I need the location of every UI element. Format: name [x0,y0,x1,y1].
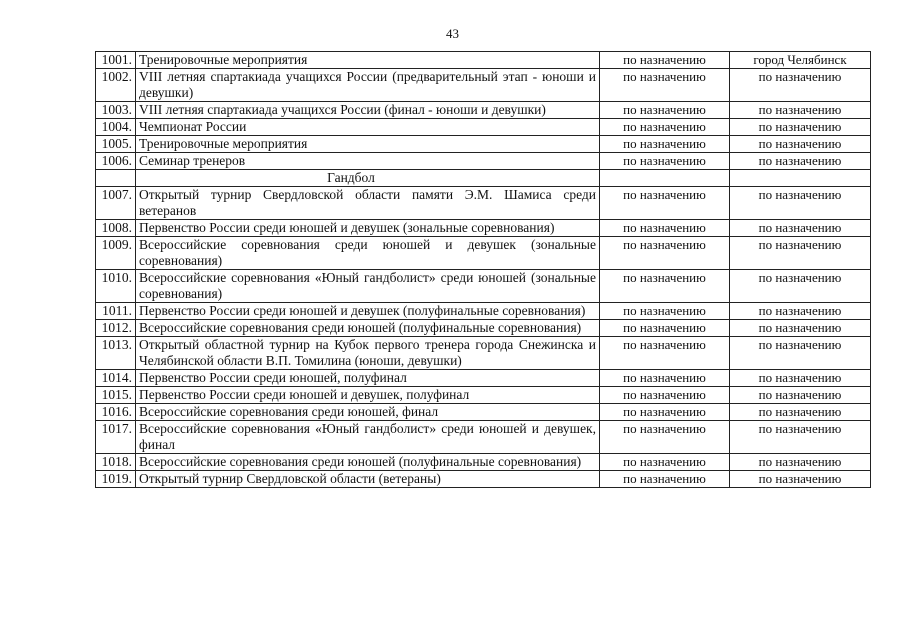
event-city: по назначению [730,337,871,370]
event-name: VIII летняя спартакиада учащихся России (финал - юноши и девушки) [136,102,600,119]
event-city: по назначению [730,237,871,270]
event-number: 1001. [96,52,136,69]
event-name: Всероссийские соревнования среди юношей (полуфинальные соревнования) [136,320,600,337]
event-number: 1007. [96,187,136,220]
event-name: VIII летняя спартакиада учащихся России (предварительный этап - юноши и девушки) [136,69,600,102]
event-city: по назначению [730,153,871,170]
event-place: по назначению [600,320,730,337]
event-name: Открытый турнир Свердловской области (ветераны) [136,471,600,488]
table-row [96,421,871,454]
event-city: по назначению [730,187,871,220]
table-row [96,454,871,471]
section-number-cell [96,170,136,187]
event-name: Чемпионат России [136,119,600,136]
table-row [96,52,871,69]
event-number: 1012. [96,320,136,337]
table-row [96,270,871,303]
event-name: Всероссийские соревнования среди юношей, финал [136,404,600,421]
event-place: по назначению [600,153,730,170]
event-city: по назначению [730,454,871,471]
event-place: по назначению [600,471,730,488]
event-city: по назначению [730,119,871,136]
event-number: 1005. [96,136,136,153]
event-name: Всероссийские соревнования среди юношей (полуфинальные соревнования) [136,454,600,471]
event-number: 1010. [96,270,136,303]
table-row [96,387,871,404]
event-number: 1016. [96,404,136,421]
event-city: по назначению [730,320,871,337]
event-city: по назначению [730,370,871,387]
event-number: 1008. [96,220,136,237]
event-place: по назначению [600,220,730,237]
event-number: 1013. [96,337,136,370]
event-number: 1017. [96,421,136,454]
event-number: 1014. [96,370,136,387]
table-row [96,119,871,136]
event-city: по назначению [730,421,871,454]
event-place: по назначению [600,69,730,102]
event-city: по назначению [730,303,871,320]
table-row [96,471,871,488]
table-row [96,320,871,337]
event-place: по назначению [600,102,730,119]
event-place: по назначению [600,187,730,220]
table-row [96,337,871,370]
event-city: по назначению [730,387,871,404]
event-city: по назначению [730,69,871,102]
event-city: по назначению [730,136,871,153]
section-title-cell [136,170,600,187]
event-place: по назначению [600,136,730,153]
section-city-cell [730,170,871,187]
event-name: Тренировочные мероприятия [136,52,600,69]
event-number: 1018. [96,454,136,471]
event-name: Всероссийские соревнования «Юный гандболист» среди юношей (зональные соревнования) [136,270,600,303]
event-place: по назначению [600,387,730,404]
event-place: по назначению [600,270,730,303]
section-place-cell [600,170,730,187]
event-number: 1011. [96,303,136,320]
table-row [96,153,871,170]
event-name: Первенство России среди юношей и девушек (полуфинальные соревнования) [136,303,600,320]
event-name: Всероссийские соревнования среди юношей и девушек (зональные соревнования) [136,237,600,270]
event-place: по назначению [600,52,730,69]
table-row [96,220,871,237]
page-number: 43 [446,26,459,41]
event-place: по назначению [600,370,730,387]
event-name: Первенство России среди юношей, полуфинал [136,370,600,387]
event-city: по назначению [730,102,871,119]
event-city: по назначению [730,220,871,237]
event-name: Открытый турнир Свердловской области памяти Э.М. Шамиса среди ветеранов [136,187,600,220]
table-row [96,404,871,421]
event-place: по назначению [600,337,730,370]
events-table [95,51,871,488]
table-row [96,187,871,220]
event-number: 1019. [96,471,136,488]
event-number: 1003. [96,102,136,119]
section-row [96,170,871,187]
section-title: Гандбол [327,170,375,185]
table-row [96,237,871,270]
event-number: 1002. [96,69,136,102]
event-name: Открытый областной турнир на Кубок первого тренера города Снежинска и Челябинской области В.П. Томилина (юноши, девушки) [136,337,600,370]
event-city: по назначению [730,270,871,303]
event-place: по назначению [600,421,730,454]
table-row [96,303,871,320]
event-name: Первенство России среди юношей и девушек, полуфинал [136,387,600,404]
event-name: Семинар тренеров [136,153,600,170]
event-place: по назначению [600,119,730,136]
event-number: 1006. [96,153,136,170]
table-row [96,69,871,102]
event-place: по назначению [600,454,730,471]
table-row [96,370,871,387]
event-number: 1015. [96,387,136,404]
table-row [96,136,871,153]
event-name: Тренировочные мероприятия [136,136,600,153]
event-name: Первенство России среди юношей и девушек (зональные соревнования) [136,220,600,237]
event-city: город Челябинск [730,52,871,69]
event-place: по назначению [600,303,730,320]
event-city: по назначению [730,404,871,421]
event-place: по назначению [600,237,730,270]
event-number: 1004. [96,119,136,136]
event-place: по назначению [600,404,730,421]
event-name: Всероссийские соревнования «Юный гандболист» среди юношей и девушек, финал [136,421,600,454]
event-city: по назначению [730,471,871,488]
event-number: 1009. [96,237,136,270]
table-row [96,102,871,119]
